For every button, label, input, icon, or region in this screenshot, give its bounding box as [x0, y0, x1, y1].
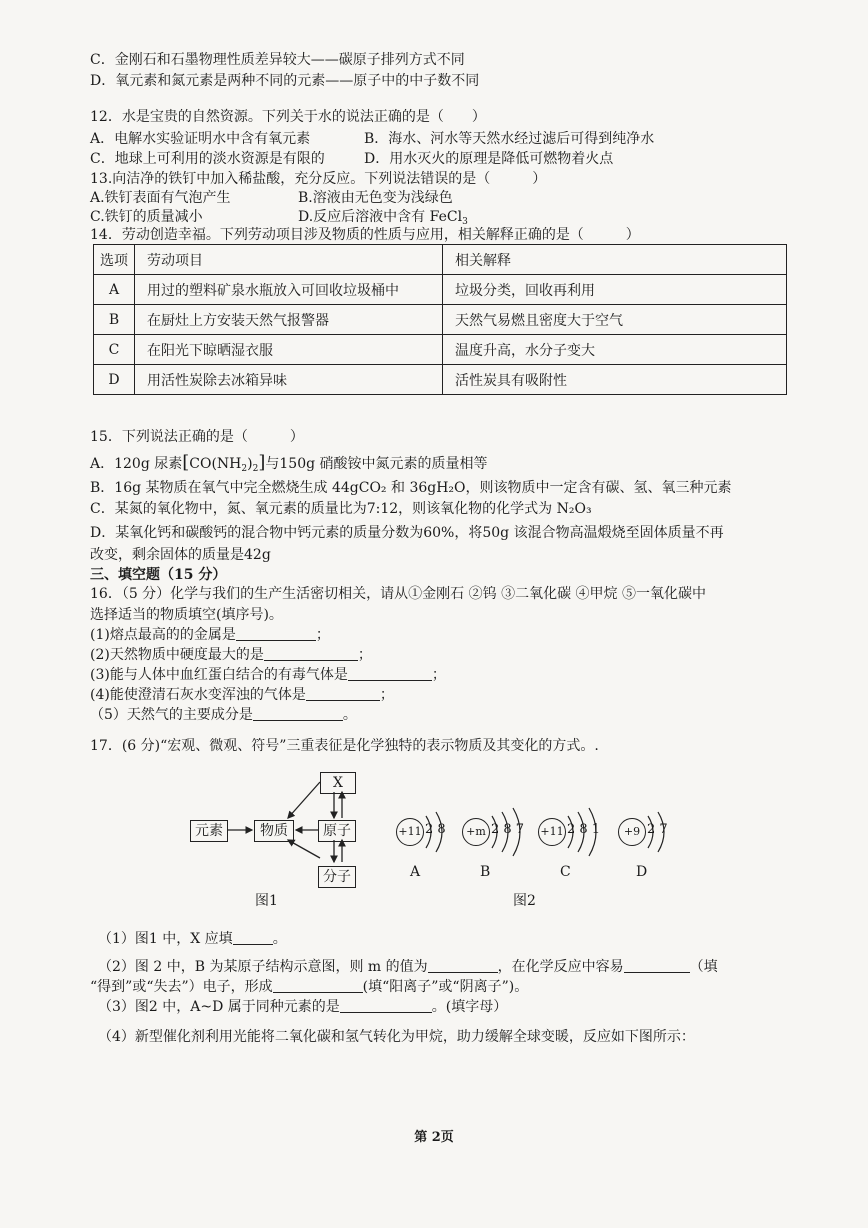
table-header-row	[94, 245, 787, 275]
table-cell: 用活性炭除去冰箱异味	[135, 365, 443, 395]
table-cell: C	[94, 335, 135, 365]
figure1-caption: 图1	[255, 893, 278, 909]
table-cell: 温度升高，水分子变大	[443, 335, 787, 365]
q12-option-b: B．海水、河水等天然水经过滤后可得到纯净水	[364, 131, 655, 147]
shell-electrons: 2 8 1	[567, 822, 601, 837]
q16-item-5: （5）天然气的主要成分是 。	[90, 707, 357, 723]
section-heading: 三、填空题（15 分）	[90, 567, 227, 583]
q11-option-d: D．氧元素和氮元素是两种不同的元素——原子中的中子数不同	[90, 73, 480, 89]
figure2-caption: 图2	[513, 893, 536, 909]
q12-option-d: D．用水灭火的原理是降低可燃物着火点	[364, 151, 614, 167]
q17-sub2-line1: （2）图 2 中，B 为某原子结构示意图，则 m 的值为 ，在化学反应中容易 （填	[98, 959, 718, 975]
answer-blank	[253, 706, 343, 721]
q12-stem: 12．水是宝贵的自然资源。下列关于水的说法正确的是（ ）	[90, 109, 486, 125]
shell-electrons: 2 8 7	[491, 822, 525, 837]
answer-blank	[428, 958, 498, 973]
q12-option-c: C．地球上可利用的淡水资源是有限的	[90, 151, 325, 167]
atom-label: D	[636, 864, 648, 880]
nucleus: +11	[538, 818, 566, 846]
atom-label: C	[560, 864, 571, 880]
q16-item-3: (3)能与人体中血红蛋白结合的有毒气体是 ；	[90, 667, 446, 683]
table-cell: 用过的塑料矿泉水瓶放入可回收垃圾桶中	[135, 275, 443, 305]
answer-blank	[348, 666, 432, 681]
q13-stem: 13.向洁净的铁钉中加入稀盐酸，充分反应。下列说法错误的是（ ）	[90, 171, 547, 187]
nucleus: +m	[462, 818, 490, 846]
table-header-cell: 劳动项目	[135, 245, 443, 275]
shell-electrons: 2 8	[425, 822, 446, 837]
q13-option-a: A.铁钉表面有气泡产生	[90, 190, 231, 206]
answer-blank	[233, 930, 273, 945]
q11-option-c: C．金刚石和石墨物理性质差异较大——碳原子排列方式不同	[90, 52, 465, 68]
q17-stem: 17．(6 分)“宏观、微观、符号”三重表征是化学独特的表示物质及其变化的方式。.	[90, 738, 599, 754]
answer-blank	[236, 626, 316, 641]
page-number: 第 2页	[414, 1130, 454, 1145]
atom-label: A	[410, 864, 421, 880]
answer-blank	[264, 646, 358, 661]
figure1-x-box: X	[320, 772, 356, 794]
nucleus: +9	[618, 818, 646, 846]
q13-option-c: C.铁钉的质量减小	[90, 209, 203, 225]
q17-sub4: （4）新型催化剂利用光能将二氧化碳和氢气转化为甲烷，助力缓解全球变暖，反应如下图所示：	[98, 1029, 695, 1045]
q17-sub2-line2: “得到”或“失去”）电子，形成 (填“阳离子”或“阴离子”)。	[90, 979, 529, 995]
table-cell: A	[94, 275, 135, 305]
table-cell: 垃圾分类，回收再利用	[443, 275, 787, 305]
table-cell: B	[94, 305, 135, 335]
q15-stem: 15．下列说法正确的是（ ）	[90, 429, 304, 445]
figure1-element-box: 元素	[190, 820, 228, 842]
q12-option-a: A．电解水实验证明水中含有氧元素	[90, 131, 311, 147]
nucleus: +11	[396, 818, 424, 846]
q15-option-d-line1: D．某氧化钙和碳酸钙的混合物中钙元素的质量分数为60%，将50g 该混合物高温煅烧至固体质量不再	[90, 525, 724, 541]
table-row	[94, 335, 787, 365]
answer-blank	[624, 958, 690, 973]
q17-sub3: （3）图2 中，A~D 属于同种元素的是 。(填字母）	[98, 999, 508, 1015]
shell-electrons: 2 7	[647, 822, 668, 837]
q13-option-d: D.反应后溶液中含有 FeCl$_3$	[298, 209, 468, 227]
table-cell: D	[94, 365, 135, 395]
q16-stem-line1: 16．（5 分）化学与我们的生产生活密切相关，请从①金刚石 ②钨 ③二氧化碳 ④甲烷 ⑤一氧化碳中	[90, 586, 706, 602]
q14-stem: 14．劳动创造幸福。下列劳动项目涉及物质的性质与应用，相关解释正确的是（ ）	[90, 227, 640, 243]
table-cell: 在厨灶上方安装天然气报警器	[135, 305, 443, 335]
q16-item-1: (1)熔点最高的的金属是 ；	[90, 627, 330, 643]
table-cell: 活性炭具有吸附性	[443, 365, 787, 395]
q15-option-b: B．16g 某物质在氧气中完全燃烧生成 44gCO₂ 和 36gH₂O，则该物质中一定含有碳、氢、氧三种元素	[90, 480, 732, 496]
table-row	[94, 275, 787, 305]
table-header-cell: 选项	[94, 245, 135, 275]
q16-stem-line2: 选择适当的物质填空(填序号)。	[90, 607, 283, 623]
figure1-atom-box: 原子	[318, 820, 356, 842]
q17-sub1: （1）图1 中，X 应填 。	[98, 931, 287, 947]
q16-item-2: (2)天然物质中硬度最大的是 ；	[90, 647, 372, 663]
q14-table	[93, 244, 787, 395]
answer-blank	[340, 998, 432, 1013]
table-row	[94, 365, 787, 395]
q13-option-b: B.溶液由无色变为浅绿色	[298, 190, 453, 206]
bracket-left: [	[182, 452, 190, 473]
atom-label: B	[480, 864, 491, 880]
q15-option-c: C．某氮的氧化物中，氮、氧元素的质量比为7:12，则该氧化物的化学式为 N₂O₃	[90, 501, 592, 517]
table-row	[94, 305, 787, 335]
q16-item-4: (4)能使澄清石灰水变浑浊的气体是 ；	[90, 687, 394, 703]
figure1-molecule-box: 分子	[318, 866, 356, 888]
table-cell: 在阳光下晾晒湿衣服	[135, 335, 443, 365]
figure1-substance-box: 物质	[254, 820, 294, 842]
table-header-cell: 相关解释	[443, 245, 787, 275]
answer-blank	[306, 686, 380, 701]
bracket-right: ]	[258, 452, 266, 473]
answer-blank	[273, 978, 363, 993]
q15-option-d-line2: 改变，剩余固体的质量是42g	[90, 547, 271, 563]
table-cell: 天然气易燃且密度大于空气	[443, 305, 787, 335]
q15-option-a: A．120g 尿素$[CO(NH_2)_2]$与150g 硝酸铵中氮元素的质量相等	[90, 452, 488, 474]
